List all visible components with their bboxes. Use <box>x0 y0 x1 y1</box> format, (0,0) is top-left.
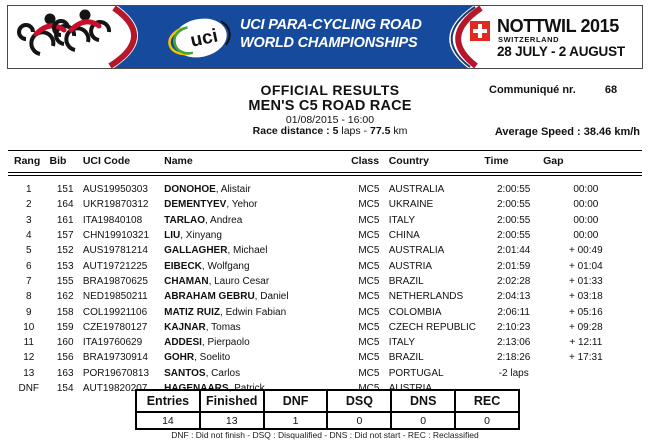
cell-country: AUSTRIA <box>388 383 433 394</box>
rider-firstname: , Tomas <box>205 321 241 333</box>
rider-firstname: , Pierpaolo <box>201 337 250 349</box>
cell-rang: 7 <box>25 275 32 287</box>
rider-firstname: , Yehor <box>226 199 258 211</box>
cell-class: MC5 <box>358 337 380 349</box>
cell-uci: AUT19721225 <box>82 260 148 272</box>
table-row <box>8 335 642 350</box>
cell-name <box>164 335 351 350</box>
rider-firstname: , Edwin Fabian <box>220 306 287 318</box>
summary-header-rec: REC <box>455 390 519 412</box>
race-datetime: 01/08/2015 - 16:00 <box>285 114 375 126</box>
table-row <box>8 174 642 197</box>
cell-fill <box>629 350 642 365</box>
summary-header-dns: DNS <box>391 390 455 412</box>
average-speed: Average Speed : 38.46 km/h <box>494 126 640 138</box>
rider-lastname: GALLAGHER <box>164 245 228 257</box>
cell-class: MC5 <box>358 230 380 242</box>
cell-gap: 00:00 <box>573 199 599 211</box>
cell-fill <box>629 197 642 212</box>
cell-class: MC5 <box>358 275 380 287</box>
cell-uci: POR19670813 <box>82 367 150 379</box>
table-row <box>8 304 642 319</box>
cell-fill <box>629 213 642 228</box>
event-dates: 28 JULY - 2 AUGUST <box>497 44 625 59</box>
summary-table <box>135 389 520 430</box>
cell-uci: BRA19870625 <box>82 275 148 287</box>
cell-bib: 164 <box>56 199 74 211</box>
summary-header-row <box>136 390 519 412</box>
rider-firstname: , Alistair <box>215 184 251 196</box>
cell-gap: 00:00 <box>573 230 599 242</box>
race-laps-suffix: laps - <box>341 125 368 137</box>
uci-logo <box>168 12 232 64</box>
rider-firstname: , Daniel <box>254 291 289 303</box>
table-row <box>8 213 642 228</box>
swiss-flag-icon <box>470 21 490 41</box>
cell-gap: + 01:04 <box>569 260 603 272</box>
cell-bib: 156 <box>56 352 74 364</box>
cell-name <box>164 320 351 335</box>
cell-rang: 6 <box>25 260 32 272</box>
rider-lastname: ADDESI <box>164 337 202 349</box>
rider-lastname: EIBECK <box>164 260 202 272</box>
rider-firstname: , Michael <box>227 245 268 257</box>
summary-value-dsq: 0 <box>327 412 391 429</box>
cell-name <box>164 258 351 273</box>
table-row <box>8 258 642 273</box>
cell-bib: 163 <box>56 367 74 379</box>
cell-gap: + 01:33 <box>569 275 603 287</box>
cell-fill <box>629 258 642 273</box>
column-header-uci: UCI Code <box>81 151 164 175</box>
column-header-country: Country <box>387 151 485 175</box>
cell-class: MC5 <box>358 367 380 379</box>
cell-uci: CZE19780127 <box>82 321 148 333</box>
cell-time: 2:10:23 <box>497 321 531 333</box>
event-country: SWITZERLAND <box>498 35 560 44</box>
cell-class: MC5 <box>358 321 380 333</box>
cell-gap: 00:00 <box>573 184 599 196</box>
cell-gap: + 00:49 <box>569 245 603 257</box>
rider-lastname: DEMENTYEV <box>164 199 227 211</box>
race-distance-label: Race distance : <box>252 125 330 137</box>
cell-uci: AUS19950303 <box>82 184 148 196</box>
cell-bib: 152 <box>56 245 74 257</box>
cell-gap: + 09:28 <box>569 321 603 333</box>
cell-rang: DNF <box>18 383 40 394</box>
rider-lastname: DONOHOE <box>164 184 216 196</box>
cell-bib: 154 <box>56 383 74 394</box>
cell-country: NETHERLANDS <box>388 291 464 303</box>
cell-rang: 9 <box>25 306 32 318</box>
cell-time: 2:00:55 <box>497 214 531 226</box>
cell-class: MC5 <box>358 383 380 394</box>
cell-name <box>164 243 351 258</box>
cell-class: MC5 <box>358 245 380 257</box>
communique-number: 68 <box>604 84 618 96</box>
cell-country: ITALY <box>388 214 416 226</box>
summary-value-dnf: 1 <box>264 412 328 429</box>
cell-uci: AUT19820207 <box>82 383 148 394</box>
table-row <box>8 289 642 304</box>
cell-rang: 4 <box>25 230 32 242</box>
cell-name <box>164 366 351 381</box>
cell-class: MC5 <box>358 260 380 272</box>
table-row <box>8 197 642 212</box>
cell-country: COLOMBIA <box>388 306 442 318</box>
cell-rang: 8 <box>25 291 32 303</box>
rider-lastname: ABRAHAM GEBRU <box>164 291 255 303</box>
cell-fill <box>629 174 642 197</box>
cell-uci: CHN19910321 <box>82 230 150 242</box>
cell-uci: UKR19870312 <box>82 199 149 211</box>
cell-country: PORTUGAL <box>388 367 444 379</box>
results-tbody <box>8 174 642 396</box>
cell-country: AUSTRALIA <box>388 245 445 257</box>
summary-value-row <box>136 412 519 429</box>
cell-rang: 13 <box>23 367 35 379</box>
rider-lastname: SANTOS <box>164 367 206 379</box>
cell-class: MC5 <box>358 199 380 211</box>
column-header-class: Class <box>351 151 387 175</box>
race-distance-value: 77.5 <box>369 125 391 137</box>
communique-label: Communiqué nr. <box>489 84 576 96</box>
rider-lastname: LIU <box>164 230 181 242</box>
cell-gap <box>543 366 629 381</box>
cell-gap: + 05:16 <box>569 306 603 318</box>
cell-time: 2:00:55 <box>497 199 531 211</box>
table-row <box>8 350 642 365</box>
cell-gap: + 12:11 <box>569 337 603 349</box>
cell-rang: 1 <box>25 184 32 196</box>
cell-fill <box>629 228 642 243</box>
cell-name <box>164 174 351 197</box>
cell-country: BRAZIL <box>388 275 424 287</box>
cell-bib: 161 <box>56 214 74 226</box>
cell-rang: 10 <box>23 321 35 333</box>
cell-bib: 153 <box>56 260 74 272</box>
cell-time: 2:02:28 <box>497 275 531 287</box>
cell-uci: COL19921106 <box>82 306 148 318</box>
column-header-time: Time <box>484 151 543 175</box>
cell-country: AUSTRALIA <box>388 184 445 196</box>
banner-title <box>240 16 450 52</box>
event-banner <box>7 5 643 69</box>
rider-firstname: , Carlos <box>205 367 241 379</box>
cell-time: 2:13:06 <box>497 337 531 349</box>
summary-header-dsq: DSQ <box>327 390 391 412</box>
race-title: MEN'S C5 ROAD RACE <box>248 98 412 114</box>
race-laps: 5 <box>332 125 339 137</box>
summary-value-finished: 13 <box>200 412 264 429</box>
table-row <box>8 366 642 381</box>
cell-fill <box>629 320 642 335</box>
race-distance-unit: km <box>393 125 408 137</box>
summary-value-rec: 0 <box>455 412 519 429</box>
cell-rang: 12 <box>23 352 35 364</box>
column-header-bib: Bib <box>50 151 81 175</box>
summary-header-entries: Entries <box>136 390 200 412</box>
cell-bib: 151 <box>56 184 74 196</box>
table-row <box>8 228 642 243</box>
uci-logo-text: uci <box>188 25 220 52</box>
banner-title-line1: UCI PARA-CYCLING ROAD <box>240 17 422 33</box>
cell-country: CZECH REPUBLIC <box>388 321 476 333</box>
cell-fill <box>629 243 642 258</box>
para-cyclists-pictogram <box>8 6 158 68</box>
cell-name <box>164 274 351 289</box>
cell-uci: ITA19840108 <box>82 214 143 226</box>
cell-country: ITALY <box>388 337 416 349</box>
cell-fill <box>629 366 642 381</box>
cell-time: 2:01:59 <box>497 260 531 272</box>
rider-lastname: HAGENAARS <box>164 383 229 394</box>
cell-bib: 157 <box>56 230 74 242</box>
cell-time: -2 laps <box>498 367 529 379</box>
page-title: OFFICIAL RESULTS <box>260 82 400 98</box>
summary-header-dnf: DNF <box>264 390 328 412</box>
rider-lastname: MATIZ RUIZ <box>164 306 221 318</box>
cell-country: CHINA <box>388 230 420 242</box>
cell-class: MC5 <box>358 291 380 303</box>
rider-lastname: GOHR <box>164 352 195 364</box>
cell-gap: + 03:18 <box>569 291 603 303</box>
table-row <box>8 320 642 335</box>
cell-time: 2:01:44 <box>497 245 531 257</box>
cell-time: 2:00:55 <box>497 230 531 242</box>
cell-uci: BRA19730914 <box>82 352 148 364</box>
table-row <box>8 243 642 258</box>
cell-name <box>164 213 351 228</box>
cell-bib: 155 <box>56 275 74 287</box>
cell-country: AUSTRIA <box>388 260 433 272</box>
cell-bib: 158 <box>56 306 74 318</box>
cell-class: MC5 <box>358 214 380 226</box>
abbreviations-legend: DNF : Did not finish - DSQ : Disqualified - DNS : Did not start - REC : Reclassified <box>171 430 479 440</box>
results-header <box>8 151 642 175</box>
rider-firstname: , Andrea <box>205 214 243 226</box>
cell-uci: ITA19760629 <box>82 337 143 349</box>
cell-time: 2:00:55 <box>497 184 531 196</box>
cell-rang: 3 <box>25 214 32 226</box>
cell-time: 2:04:13 <box>497 291 531 303</box>
rider-lastname: TARLAO <box>164 214 206 226</box>
cell-uci: NED19850211 <box>82 291 148 303</box>
cell-country: BRAZIL <box>388 352 424 364</box>
cell-class: MC5 <box>358 184 380 196</box>
rider-firstname: , Lauro Cesar <box>208 275 270 287</box>
table-row <box>8 274 642 289</box>
banner-title-line2: WORLD CHAMPIONSHIPS <box>240 35 418 51</box>
column-header-rang: Rang <box>8 151 50 175</box>
communique <box>489 84 617 96</box>
cell-bib: 160 <box>56 337 74 349</box>
column-header-name: Name <box>164 151 351 175</box>
cell-rang: 2 <box>25 199 32 211</box>
cell-name <box>164 228 351 243</box>
rider-lastname: KAJNAR <box>164 321 206 333</box>
cell-time: 2:18:26 <box>497 352 531 364</box>
column-header-fill <box>629 151 642 175</box>
cell-gap <box>543 381 629 396</box>
cell-bib: 159 <box>56 321 74 333</box>
cell-name <box>164 350 351 365</box>
cell-class: MC5 <box>358 306 380 318</box>
cell-fill <box>629 274 642 289</box>
summary-header-finished: Finished <box>200 390 264 412</box>
rider-firstname: , Xinyang <box>180 230 222 242</box>
cell-time: 2:06:11 <box>497 306 530 318</box>
rider-firstname: , Wolfgang <box>201 260 250 272</box>
summary-value-entries: 14 <box>136 412 200 429</box>
cell-name <box>164 197 351 212</box>
cell-rang: 11 <box>23 337 34 349</box>
cell-fill <box>629 304 642 319</box>
event-city: NOTTWIL 2015 <box>497 16 619 36</box>
cell-name <box>164 289 351 304</box>
cell-fill <box>629 381 642 396</box>
cell-class: MC5 <box>358 352 380 364</box>
cell-country: UKRAINE <box>388 199 434 211</box>
cell-fill <box>629 289 642 304</box>
results-table <box>8 150 642 396</box>
cell-bib: 162 <box>56 291 74 303</box>
cell-gap: + 17:31 <box>569 352 603 364</box>
rider-firstname: , Soelito <box>194 352 231 364</box>
cell-name <box>164 304 351 319</box>
results-header-row <box>8 151 642 175</box>
cell-fill <box>629 335 642 350</box>
column-header-gap: Gap <box>543 151 629 175</box>
cell-gap: 00:00 <box>573 214 599 226</box>
summary-value-dns: 0 <box>391 412 455 429</box>
rider-firstname: , Patrick <box>228 383 265 394</box>
rider-lastname: CHAMAN <box>164 275 209 287</box>
cell-rang: 5 <box>25 245 32 257</box>
cell-uci: AUS19781214 <box>82 245 148 257</box>
